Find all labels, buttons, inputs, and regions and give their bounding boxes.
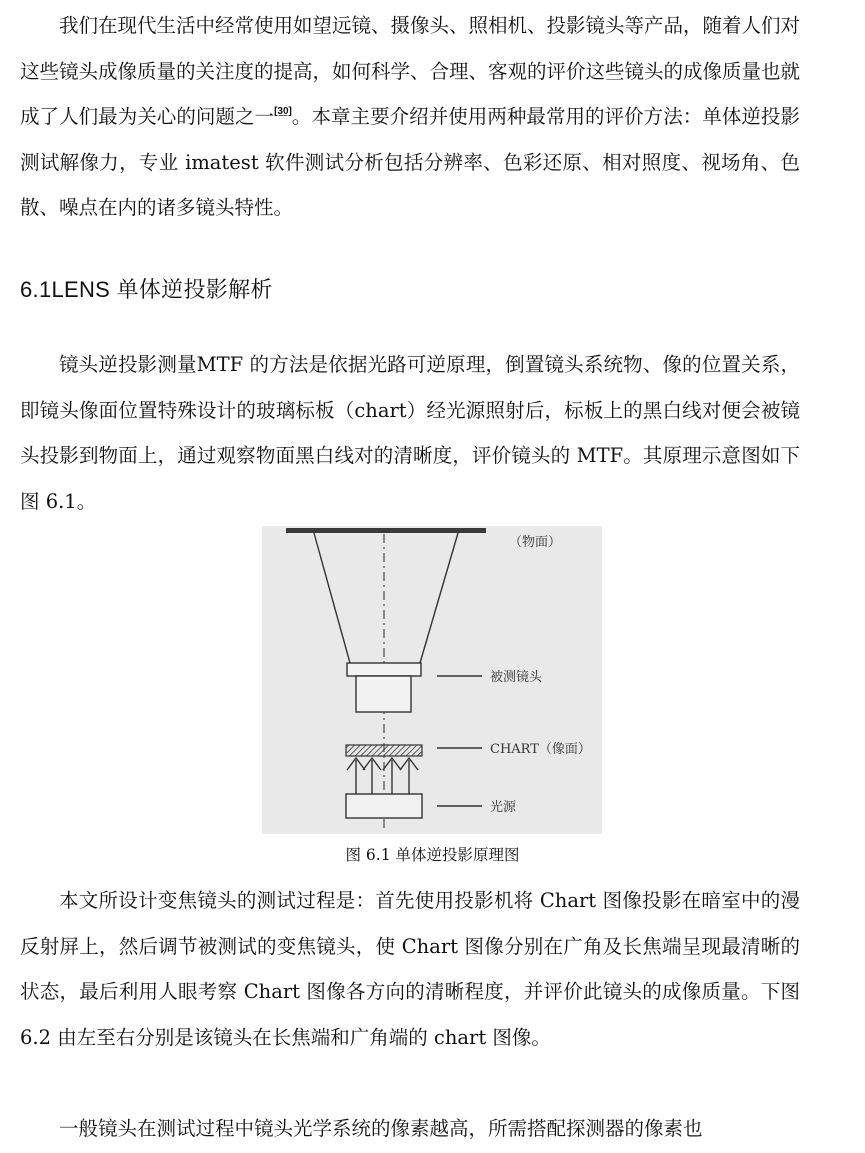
- label-chart: CHART（像面）: [490, 742, 591, 757]
- lens-body: [356, 676, 411, 712]
- principle-diagram: [262, 526, 602, 834]
- intro-text-2: 。本章主要介绍并使用两种最常用的评价方法：单体逆投影测试解像力，专业 imatest 软件测试分析包括分辨率、色彩还原、相对照度、视场角、色散、噪点在内的诸多镜头特性。: [20, 105, 800, 219]
- figure-6-1: [262, 526, 602, 834]
- label-light-source: 光源: [490, 800, 517, 815]
- intro-text-1: 我们在现代生活中经常使用如望远镜、摄像头、照相机、投影镜头等产品，随着人们对这些镜头成像质量的关注度的提高，如何科学、合理、客观的评价这些镜头的成像质量也就成了人们最为关心的问题之一: [20, 14, 801, 128]
- label-object-plane: （物面）: [509, 535, 562, 550]
- figure-caption: 图 6.1 单体逆投影原理图: [345, 846, 520, 864]
- method-paragraph: 镜头逆投影测量MTF 的方法是依据光路可逆原理，倒置镜头系统物、像的位置关系，即镜头像面位置特殊设计的玻璃标板（chart）经光源照射后，标板上的黑白线对便会被镜头投影到物面上，通过观察物面黑白线对的清晰度，评价镜头的 MTF。其原理示意图如下图 6.1。: [20, 353, 800, 513]
- chart-plate: [346, 745, 422, 756]
- lens-flange: [347, 663, 421, 676]
- object-plane-bar: [286, 528, 486, 533]
- light-source-box: [346, 794, 422, 818]
- intro-paragraph: [20, 3, 800, 231]
- citation-marker[interactable]: [30]: [274, 106, 292, 117]
- figure-background: [262, 526, 602, 834]
- section-heading: 6.1LENS 单体逆投影解析: [20, 277, 273, 302]
- last-paragraph: 一般镜头在测试过程中镜头光学系统的像素越高，所需搭配探测器的像素也: [59, 1117, 703, 1140]
- label-lens: 被测镜头: [490, 670, 543, 685]
- process-paragraph: 本文所设计变焦镜头的测试过程是：首先使用投影机将 Chart 图像投影在暗室中的漫反射屏上，然后调节被测试的变焦镜头，使 Chart 图像分别在广角及长焦端呈现最清晰的状态，最后利用人眼考察 Chart 图像各方向的清晰程度，并评价此镜头的成像质量。下图 6.2 由左至右分别是该镜头在长焦端和广角端的 chart 图像。: [20, 889, 800, 1049]
